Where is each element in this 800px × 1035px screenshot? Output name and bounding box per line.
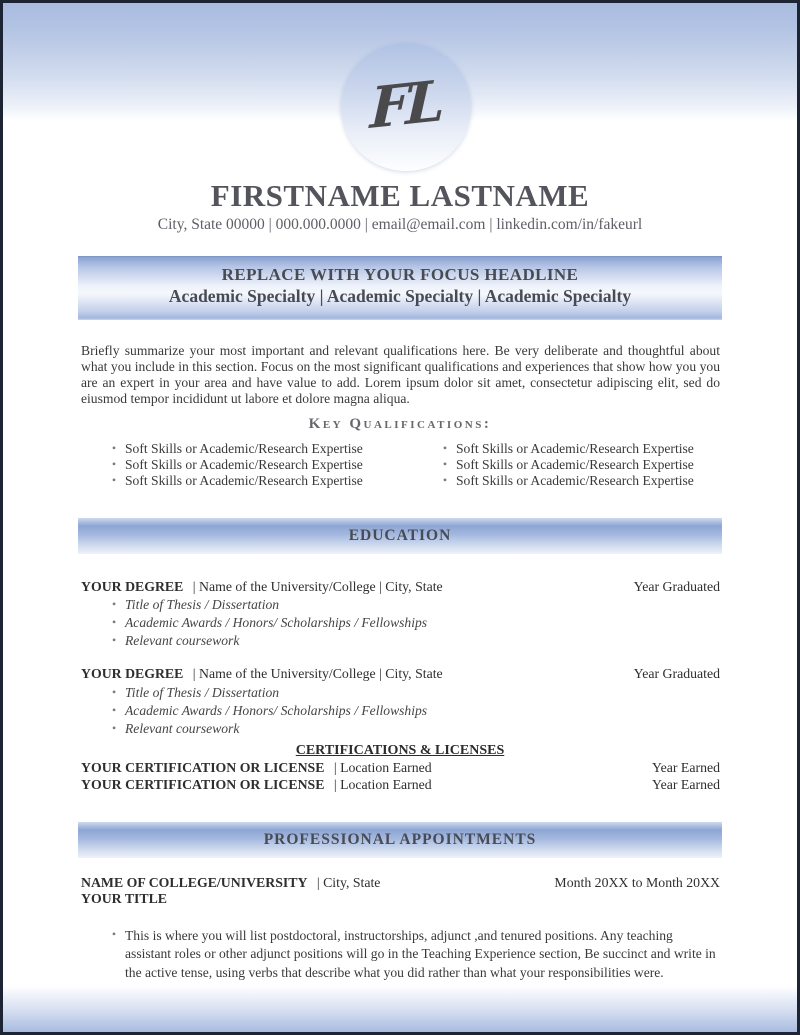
bullet-icon: •: [111, 472, 117, 487]
education-entry-bullets: [81, 685, 720, 737]
key-qualifications-heading: Key Qualifications:: [308, 415, 492, 432]
bullet-icon: •: [111, 633, 117, 648]
list-item: [81, 441, 388, 457]
education-bullet-text: Relevant coursework: [125, 633, 240, 649]
certification-year: Year Earned: [652, 760, 720, 776]
certification-year: Year Earned: [652, 776, 720, 792]
qualification-text: Soft Skills or Academic/Research Expertise: [125, 472, 363, 488]
certification-location: | Location Earned: [333, 760, 432, 776]
certification-line: [81, 777, 432, 793]
bullet-icon: •: [111, 702, 117, 717]
certification-name: YOUR CERTIFICATION OR LICENSE: [81, 760, 325, 776]
appointments-section-title: PROFESSIONAL APPOINTMENTS: [263, 830, 537, 848]
bullet-icon: •: [442, 456, 448, 471]
graduation-year: Year Graduated: [633, 578, 720, 594]
list-item: [412, 457, 719, 473]
focus-headline-banner: [78, 256, 722, 320]
appointment-institution: NAME OF COLLEGE/UNIVERSITY: [81, 874, 308, 890]
focus-headline: REPLACE WITH YOUR FOCUS HEADLINE: [221, 265, 579, 285]
certifications-heading: CERTIFICATIONS & LICENSES: [295, 743, 505, 759]
education-bullet-text: Academic Awards / Honors/ Scholarships / Fellowships: [125, 702, 428, 718]
full-name: FIRSTNAME LASTNAME: [210, 178, 590, 213]
appointment-bullet-text: This is where you will list postdoctoral, instructorships, adjunct ,and tenured positions. Any teaching assistant roles or other adjunct positions will go in the Teaching Experience section, Be succinct and write in the active tense, using verbs that describe what you did rather than what your responsibilities were.: [125, 927, 716, 980]
education-bullet-text: Title of Thesis / Dissertation: [125, 684, 280, 700]
certification-row: [81, 777, 720, 793]
bullet-icon: •: [111, 440, 117, 455]
degree-line: [81, 666, 443, 683]
qualification-text: Soft Skills or Academic/Research Expertise: [125, 440, 363, 456]
qualifications-column-left: [81, 441, 388, 489]
list-item: [81, 473, 388, 489]
education-entry: [81, 666, 720, 737]
graduation-year: Year Graduated: [633, 666, 720, 682]
list-item: [81, 927, 720, 982]
qualification-text: Soft Skills or Academic/Research Expertise: [125, 456, 363, 472]
appointment-dates: Month 20XX to Month 20XX: [554, 874, 720, 890]
appointment-location: | City, State: [316, 874, 381, 890]
key-qualifications-list: [81, 441, 719, 489]
qualification-text: Soft Skills or Academic/Research Expertise: [456, 456, 694, 472]
bullet-icon: •: [111, 684, 117, 699]
list-item: [412, 473, 719, 489]
certification-row: [81, 760, 720, 776]
bullet-icon: •: [111, 597, 117, 612]
bullet-icon: •: [111, 615, 117, 630]
education-bullet-text: Academic Awards / Honors/ Scholarships / Fellowships: [125, 615, 428, 631]
summary-paragraph: Briefly summarize your most important and relevant qualifications here. Be very deliberate and thoughtful about what you include in this section. Focus on the most significant qualifications and experiences that show how you you are an expert in your area and have value to add. Lorem ipsum dolor sit amet, consectetur adipiscing elit, sed do eiusmod tempor incididunt ut labore et dolore magna aliqua.: [81, 343, 720, 406]
appointment-entry: [81, 875, 720, 908]
monogram-initials: FL: [369, 67, 443, 143]
list-item: [412, 441, 719, 457]
academic-specialties: Academic Specialty | Academic Specialty | Academic Specialty: [168, 286, 632, 307]
education-entry-bullets: [81, 597, 720, 649]
certification-name: YOUR CERTIFICATION OR LICENSE: [81, 776, 325, 792]
appointment-entry-heading: [81, 875, 720, 892]
appointment-bullets: [81, 927, 720, 982]
degree-line: [81, 579, 443, 596]
list-item: [81, 703, 720, 719]
list-item: [81, 615, 720, 631]
degree-name: YOUR DEGREE: [81, 666, 184, 682]
page-content: [3, 3, 797, 982]
degree-institution: | Name of the University/College | City, State: [192, 666, 443, 682]
list-item: [81, 685, 720, 701]
education-entry-heading: [81, 579, 720, 596]
education-entry: [81, 579, 720, 650]
qualifications-column-right: [412, 441, 719, 489]
qualification-text: Soft Skills or Academic/Research Expertise: [456, 440, 694, 456]
education-bullet-text: Relevant coursework: [125, 721, 240, 736]
list-item: [81, 721, 720, 737]
education-section-banner: [78, 518, 722, 554]
list-item: [81, 457, 388, 473]
degree-name: YOUR DEGREE: [81, 578, 184, 594]
bullet-icon: •: [111, 926, 117, 941]
certification-location: | Location Earned: [333, 776, 432, 792]
appointment-title: YOUR TITLE: [81, 891, 168, 907]
bottom-gradient-band: [3, 986, 797, 1032]
certification-line: [81, 760, 432, 776]
bullet-icon: •: [442, 440, 448, 455]
education-bullet-text: Title of Thesis / Dissertation: [125, 597, 280, 613]
bullet-icon: •: [442, 472, 448, 487]
list-item: [81, 633, 720, 649]
contact-line: City, State 00000 | 000.000.0000 | email@email.com | linkedin.com/in/fakeurl: [157, 216, 643, 234]
bullet-icon: •: [111, 721, 117, 735]
education-section-title: EDUCATION: [348, 526, 452, 544]
bullet-icon: •: [111, 456, 117, 471]
list-item: [81, 597, 720, 613]
qualification-text: Soft Skills or Academic/Research Expertise: [456, 472, 694, 488]
appointments-section-banner: [78, 822, 722, 858]
degree-institution: | Name of the University/College | City, State: [192, 578, 443, 594]
education-entry-heading: [81, 666, 720, 683]
appointment-line: [81, 875, 380, 892]
